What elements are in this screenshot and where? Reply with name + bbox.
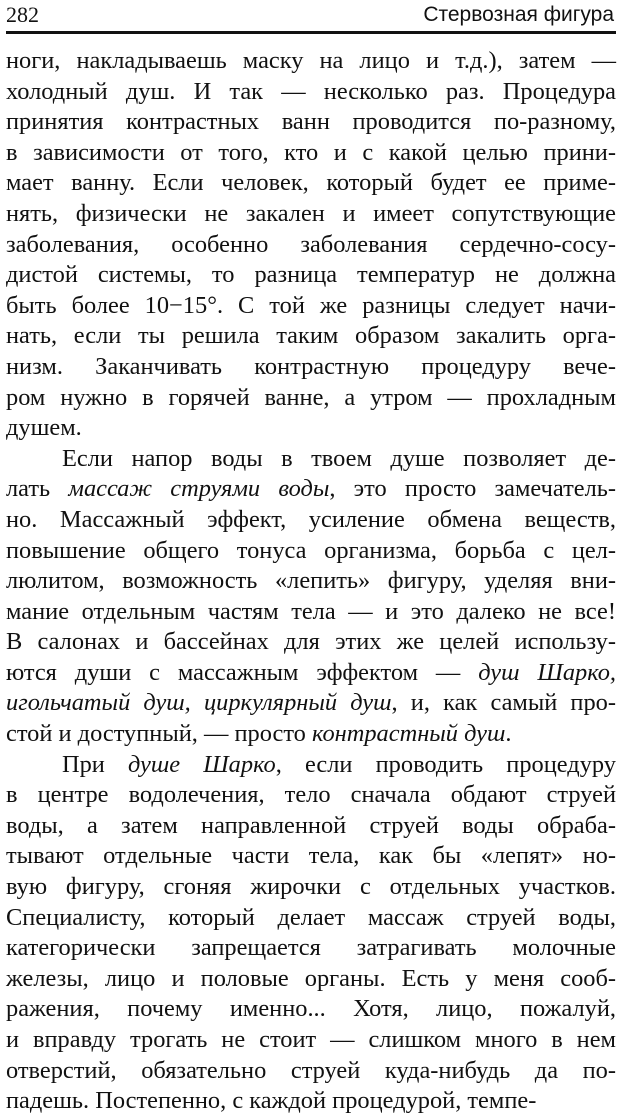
- text-run: ются души с массажным эффектом —: [6, 658, 479, 686]
- text-line: [6, 230, 616, 261]
- text-line: [6, 1086, 616, 1117]
- italic-phrase: душе Шарко: [128, 750, 276, 778]
- text-run: и вправду трогать не стоит — слишком много в нем: [6, 1026, 616, 1053]
- text-line: [6, 719, 616, 750]
- text-run: Если напор воды в твоем душе позволяет де-: [62, 444, 616, 472]
- text-line: [6, 77, 616, 108]
- text-line: [6, 107, 616, 138]
- text-run: .: [505, 720, 512, 748]
- text-line: [6, 1056, 616, 1087]
- text-run: воды, а затем направленной струей воды обраба-: [6, 811, 616, 839]
- text-run: Специалисту, который делает массаж струей воды,: [6, 903, 616, 931]
- text-run: мание отдельным частям тела — и это далеко не все!: [6, 597, 616, 625]
- text-run: повышение общего тонуса организма, борьба с цел-: [6, 536, 616, 564]
- text-run: в центре водолечения, тело сначала обдают струей: [6, 781, 616, 809]
- text-run: в зависимости от того, кто и с какой целью прини-: [6, 138, 616, 166]
- text-run: ноги, накладываешь маску на лицо и т.д.), затем —: [6, 47, 616, 74]
- text-line: [6, 903, 616, 934]
- text-run: категорически запрещается затрагивать молочные: [6, 934, 616, 962]
- text-line: [6, 383, 616, 414]
- text-run: , если проводить процедуру: [275, 750, 616, 778]
- header-rule: [6, 31, 616, 34]
- text-run: но. Массажный эффект, усиление обмена веществ,: [6, 505, 616, 533]
- text-run: отверстий, обязательно струей куда-нибудь да по-: [6, 1056, 616, 1084]
- paragraph: [6, 444, 616, 750]
- text-run: мает ванну. Если человек, который будет ее приме-: [6, 169, 616, 197]
- text-line: [6, 811, 616, 842]
- text-line: [6, 750, 616, 781]
- paragraph: [6, 750, 616, 1117]
- text-run: стой и доступный, — просто: [6, 720, 312, 748]
- text-line: [6, 321, 616, 352]
- text-run: лать: [6, 475, 69, 503]
- italic-phrase: душ Шарко,: [478, 658, 616, 686]
- text-run: дистой системы, то разница температур не должна: [6, 261, 616, 289]
- text-line: [6, 168, 616, 199]
- text-line: [6, 933, 616, 964]
- text-run: ром нужно в горячей ванне, а утром — прохладным: [6, 383, 616, 411]
- text-line: [6, 536, 616, 567]
- text-run: люлитом, возможность «лепить» фигуру, уделяя вни-: [6, 567, 616, 595]
- italic-phrase: игольчатый душ, циркулярный душ: [6, 689, 392, 717]
- text-line: [6, 1025, 616, 1056]
- text-run: быть более 10−15°. С той же разницы следует начи-: [6, 291, 616, 319]
- page-header: [6, 0, 616, 36]
- text-run: В салонах и бассейнах для этих же целей использу-: [6, 628, 616, 656]
- text-line: [6, 780, 616, 811]
- page-number: 282: [6, 2, 39, 27]
- paragraph: [6, 46, 616, 444]
- text-line: [6, 627, 616, 658]
- text-run: принятия контрастных ванн проводится по-разному,: [6, 108, 616, 136]
- text-run: падешь. Постепенно, с каждой процедурой, темпе-: [6, 1087, 537, 1115]
- text-run: низм. Заканчивать контрастную процедуру вече-: [6, 352, 616, 380]
- text-run: , это просто замечатель-: [329, 475, 617, 503]
- text-line: [6, 291, 616, 322]
- text-line: [6, 352, 616, 383]
- italic-phrase: массаж струями воды: [68, 475, 330, 503]
- text-run: душем.: [6, 414, 82, 442]
- text-run: заболевания, особенно заболевания сердечно-сосу-: [6, 230, 616, 258]
- text-line: [6, 994, 616, 1025]
- text-line: [6, 841, 616, 872]
- body-text: [6, 46, 616, 1117]
- text-line: [6, 964, 616, 995]
- text-line: [6, 505, 616, 536]
- text-run: железы, лицо и половые органы. Есть у меня сооб-: [6, 964, 616, 992]
- text-line: [6, 566, 616, 597]
- running-title: Стервозная фигура: [423, 3, 614, 26]
- text-run: нять, физически не закален и имеет сопутствующие: [6, 199, 616, 227]
- text-line: [6, 260, 616, 291]
- text-line: [6, 474, 616, 505]
- text-run: вую фигуру, сгоняя жирочки с отдельных участков.: [6, 873, 616, 901]
- text-run: нать, если ты решила таким образом закалить орга-: [6, 322, 616, 350]
- italic-phrase: контрастный душ: [311, 720, 506, 748]
- text-line: [6, 658, 616, 689]
- text-line: [6, 413, 616, 444]
- text-line: [6, 199, 616, 230]
- text-line: [6, 597, 616, 628]
- text-run: холодный душ. И так — несколько раз. Процедура: [6, 77, 616, 105]
- text-line: [6, 444, 616, 475]
- text-line: [6, 138, 616, 169]
- text-run: При: [62, 750, 129, 778]
- text-line: [6, 872, 616, 903]
- text-run: тывают отдельные части тела, как бы «лепят» но-: [6, 842, 616, 870]
- text-run: , и, как самый про-: [391, 689, 617, 717]
- text-line: [6, 688, 616, 719]
- text-run: ражения, почему именно... Хотя, лицо, пожалуй,: [6, 995, 616, 1023]
- text-line: [6, 46, 616, 77]
